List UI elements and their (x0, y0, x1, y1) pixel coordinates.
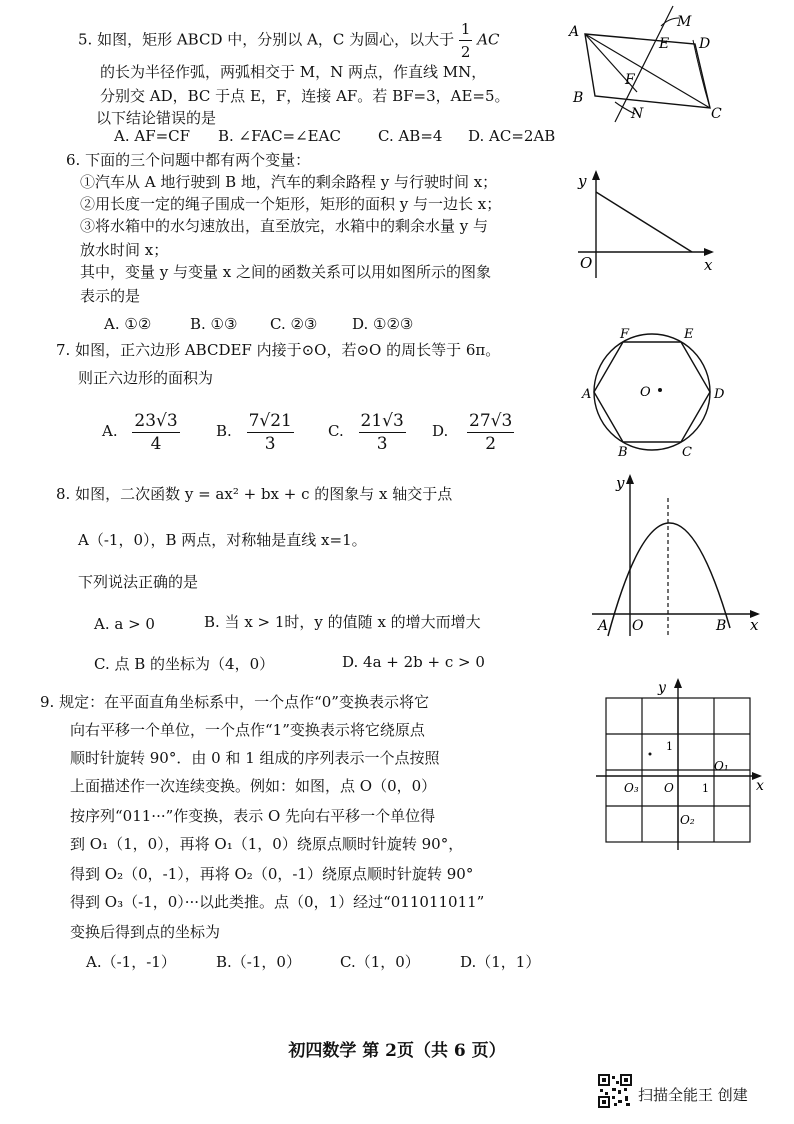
q9-line8: 得到 O₃（-1，0）···以此类推。点（0，1）经过“011011011” (70, 893, 485, 911)
q6-line1: 6. 下面的三个问题中都有两个变量： (66, 151, 311, 169)
scanner-watermark: 扫描全能王 创建 (638, 1086, 748, 1104)
label-a: A (598, 618, 609, 634)
q7-option-b (216, 406, 294, 456)
q6-option-d: D. ①②③ (352, 315, 414, 333)
q9-line3: 顺时针旋转 90°．由 0 和 1 组成的序列表示一个点按照 (70, 749, 440, 767)
q8-parabola-figure (590, 468, 770, 638)
q9-option-c: C.（1，0） (340, 953, 420, 971)
page-footer: 初四数学 第 2页（共 6 页） (288, 1041, 506, 1061)
y-axis-arrow (674, 678, 682, 688)
q5-option-d: D. AC=2AB (468, 127, 556, 145)
q9-line2: 向右平移一个单位，一个点作“1”变换表示将它绕原点 (70, 721, 425, 739)
q7-c-den: 3 (376, 433, 388, 454)
q5-option-c: C. AB=4 (378, 127, 443, 145)
label-o1: O₁ (714, 759, 729, 773)
q5-fraction (459, 18, 473, 63)
q6-line5: 其中，变量 y 与变量 x 之间的函数关系可以用如图所示的图象 (80, 263, 492, 281)
label-o: O (664, 781, 674, 795)
center-o-dot (658, 388, 662, 392)
q8-option-d: D. 4a + 2b + c > 0 (342, 653, 485, 671)
q9-line5: 按序列“011···”作变换，表示 O 先向右平移一个单位得 (70, 807, 436, 825)
q8-option-c: C. 点 B 的坐标为（4，0） (94, 655, 275, 673)
label-o: O (632, 618, 644, 634)
label-m: M (677, 14, 692, 30)
qr-code-icon (598, 1074, 632, 1108)
label-b: B (618, 445, 628, 456)
q7-option-c-letter: C. (328, 422, 344, 440)
q5-line2: 的长为半径作弧，两弧相交于 M，N 两点，作直线 MN， (100, 63, 487, 81)
label-b: B (573, 90, 584, 106)
q6-item3: ③将水箱中的水匀速放出，直至放完，水箱中的剩余水量 y 与 (80, 217, 489, 235)
label-d: D (699, 36, 711, 52)
q6-option-a: A. ①② (104, 315, 152, 333)
q5-line4: 以下结论错误的是 (96, 109, 217, 127)
q7-option-d-letter: D. (432, 422, 449, 440)
label-c: C (682, 445, 692, 456)
label-o: O (580, 254, 593, 272)
q5-frac-den: 2 (460, 43, 471, 61)
q9-option-a: A.（-1，-1） (86, 953, 176, 971)
parabola-curve (608, 523, 730, 636)
q9-line6: 到 O₁（1，0），再将 O₁（1，0）绕原点顺时针旋转 90°， (70, 835, 464, 853)
q9-line9: 变换后得到点的坐标为 (70, 923, 221, 941)
label-n: N (631, 106, 644, 122)
grid-dot (649, 753, 652, 756)
q5-line1 (78, 18, 500, 63)
q7-option-c (328, 406, 406, 456)
y-axis-arrow (626, 474, 634, 484)
label-f: F (620, 327, 630, 342)
q5-rectangle-figure (565, 4, 725, 124)
function-line (596, 192, 692, 252)
q8-option-a: A. a > 0 (94, 615, 155, 633)
q7-hexagon-figure (578, 326, 738, 456)
label-o2: O₂ (680, 813, 695, 827)
q8-option-b: B. 当 x > 1时，y 的值随 x 的增大而增大 (204, 613, 481, 631)
q9-grid-figure (594, 676, 774, 856)
q6-option-c: C. ②③ (270, 315, 318, 333)
q9-line7: 得到 O₂（0，-1），再将 O₂（0，-1）绕原点顺时针旋转 90° (70, 865, 474, 883)
y-axis-arrow (592, 170, 600, 180)
q6-item2: ②用长度一定的绳子围成一个矩形，矩形的面积 y 与一边长 x； (80, 195, 502, 213)
label-a: A (569, 24, 580, 40)
label-x: x (756, 778, 764, 794)
x-axis-arrow (704, 248, 714, 256)
q7-option-b-letter: B. (216, 422, 232, 440)
q7-option-b-frac (247, 410, 294, 455)
hexagon-abcdef (594, 342, 710, 442)
q7-option-a-letter: A. (102, 422, 118, 440)
q5-line1-text: 5. 如图，矩形 ABCD 中，分别以 A，C 为圆心，以大于 (78, 30, 455, 49)
q7-line2: 则正六边形的面积为 (78, 369, 214, 387)
q7-a-num: 23√3 (134, 410, 178, 431)
q5-line3: 分别交 AD，BC 于点 E，F，连接 AF。若 BF=3，AE=5。 (100, 87, 510, 105)
label-x: x (750, 616, 759, 634)
q7-a-den: 4 (150, 433, 162, 454)
q7-option-a-frac (132, 410, 179, 455)
q7-option-d-frac (467, 410, 514, 455)
q7-option-d (432, 406, 514, 456)
q6-item3b: 放水时间 x； (80, 241, 169, 259)
label-x: x (704, 256, 713, 274)
label-c: C (711, 106, 722, 122)
q5-option-a: A. AF=CF (114, 127, 191, 145)
label-y: y (578, 172, 587, 190)
label-o: O (640, 385, 651, 400)
q7-option-c-frac (359, 410, 406, 455)
q7-b-num: 7√21 (248, 410, 292, 431)
label-a: A (582, 387, 592, 402)
label-b: B (716, 618, 727, 634)
circle-o (594, 334, 710, 450)
q5-line1-post: AC (477, 30, 500, 49)
q7-option-a (102, 406, 180, 456)
q9-option-b: B.（-1，0） (216, 953, 301, 971)
q8-line3: 下列说法正确的是 (78, 573, 199, 591)
label-d: D (714, 387, 725, 402)
q7-b-den: 3 (264, 433, 276, 454)
q7-line1: 7. 如图，正六边形 ABCDEF 内接于⊙O，若⊙O 的周长等于 6π。 (56, 341, 501, 359)
q5-option-b: B. ∠FAC=∠EAC (218, 127, 341, 145)
q6-item1: ①汽车从 A 地行驶到 B 地，汽车的剩余路程 y 与行驶时间 x； (80, 173, 498, 191)
q9-line1: 9. 规定：在平面直角坐标系中，一个点作“0”变换表示将它 (40, 693, 429, 711)
q5-frac-num: 1 (459, 18, 473, 41)
label-y: y (616, 474, 625, 492)
label-y: y (658, 680, 666, 696)
label-one-y: 1 (666, 740, 673, 753)
label-o3: O₃ (624, 781, 639, 795)
label-e: E (659, 36, 670, 52)
label-e: E (684, 327, 694, 342)
label-f: F (625, 72, 635, 88)
q7-d-num: 27√3 (469, 410, 513, 431)
q8-line2: A（-1，0），B 两点，对称轴是直线 x=1。 (78, 531, 367, 549)
q6-option-b: B. ①③ (190, 315, 238, 333)
q9-option-d: D.（1，1） (460, 953, 541, 971)
label-one-x: 1 (702, 782, 709, 795)
q7-c-num: 21√3 (360, 410, 404, 431)
q6-graph-figure (572, 166, 722, 286)
q6-line6: 表示的是 (80, 287, 141, 305)
q8-line1: 8. 如图，二次函数 y = ax² + bx + c 的图象与 x 轴交于点 (56, 485, 453, 503)
q7-d-den: 2 (485, 433, 497, 454)
q9-line4: 上面描述作一次连续变换。例如：如图，点 O（0，0） (70, 777, 437, 795)
